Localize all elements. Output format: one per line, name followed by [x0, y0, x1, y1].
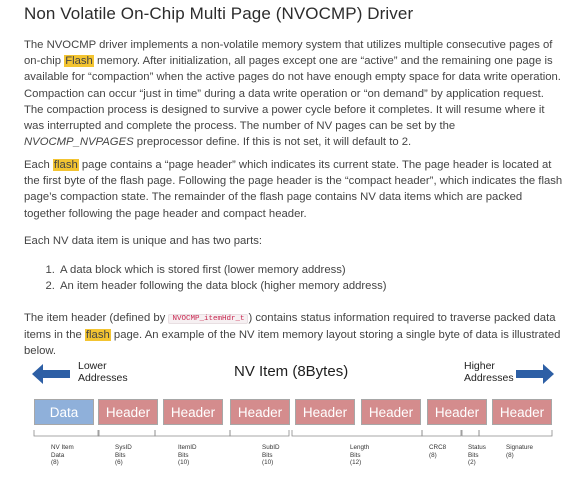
field-label-sysid: SysID Bits (6) — [115, 444, 132, 467]
header-box: Header — [427, 399, 487, 425]
bracket-crc8 — [422, 430, 461, 436]
search-highlight: flash — [53, 159, 78, 171]
field-label-data: NV Item Data (8) — [51, 444, 74, 467]
left-arrow-icon — [32, 364, 70, 384]
page-header-paragraph — [24, 157, 566, 222]
field-label-signature: Signature (8) — [506, 444, 533, 459]
header-box: Header — [361, 399, 421, 425]
diagram-title: NV Item (8Bytes) — [234, 363, 349, 380]
lower-addresses-label: Lower Addresses — [78, 360, 128, 384]
search-highlight: flash — [85, 329, 110, 342]
nv-item-diagram — [24, 350, 566, 478]
field-label-length: Length Bits (12) — [350, 444, 370, 467]
bracket-data — [34, 430, 99, 436]
bracket-itemid — [155, 430, 230, 436]
intro-text-1: The NVOCMP driver implements a non-volatile memory system that utilizes multiple consecutive pages of on-chip — [24, 39, 553, 68]
field-label-crc8: CRC8 (8) — [429, 444, 447, 459]
item-parts-paragraph: Each NV data item is unique and has two parts: — [24, 235, 262, 247]
item-parts-list — [46, 262, 558, 294]
header-box: Header — [295, 399, 355, 425]
header-box: Header — [492, 399, 552, 425]
list-item: 2. An item header following the data block (higher memory address) — [58, 278, 558, 294]
bracket-length — [292, 430, 422, 436]
header-box: Header — [230, 399, 290, 425]
header-text-1: The item header (defined by — [24, 312, 169, 324]
page-title: Non Volatile On-Chip Multi Page (NVOCMP) Driver — [24, 4, 414, 23]
bracket-sysid — [98, 430, 155, 436]
intro-text-3: preprocessor define. If this is not set, it will default to 2. — [133, 136, 412, 149]
header-text-3: page. An example of the NV item memory layout storing a single byte of data is illustrated below. — [24, 329, 561, 358]
item-hdr-code: NVOCMP_itemHdr_t — [168, 314, 248, 324]
search-highlight: Flash — [65, 55, 93, 68]
field-brackets — [34, 430, 552, 436]
list-item: 1. A data block which is stored first (lower memory address) — [58, 262, 558, 278]
field-label-itemid: ItemID Bits (10) — [178, 444, 197, 467]
nvpages-define: NVOCMP_NVPAGES — [24, 136, 134, 149]
page-text-2: page contains a “page header” which indicates its current state. The page header is located at the first byte of the flash page. Following the page header is the “compact header”, which indicates the flash page’s compaction state. The remainder of the flash page contains NV data items which are packed together following the page header and compact header. — [24, 159, 563, 220]
bracket-status — [462, 430, 479, 436]
higher-addresses-label: Higher Addresses — [464, 360, 514, 384]
bracket-signature — [479, 430, 552, 436]
intro-paragraph — [24, 37, 566, 150]
intro-text-2: memory. After initialization, all pages except one are “active” and the remaining one page is available for “compaction” when the active pages do not have enough empty space for data write operation. Compaction can occur “just in time” during a data write operation or “on demand” by application request. The compaction process is designed to survive a power cycle before it completes. It will resume where it was interrupted and complete the process. The number of NV pages can be set by the — [24, 55, 561, 133]
header-text-2: ) contains status information required to traverse packed data items in the — [24, 312, 556, 342]
bracket-subid — [230, 430, 289, 436]
header-box: Header — [163, 399, 223, 425]
page-text-1: Each — [24, 159, 53, 171]
field-label-status: Status Bits (2) — [468, 444, 486, 467]
data-box: Data — [34, 399, 94, 425]
field-label-subid: SubID Bits (10) — [262, 444, 280, 467]
right-arrow-icon — [516, 364, 554, 384]
header-box: Header — [98, 399, 158, 425]
